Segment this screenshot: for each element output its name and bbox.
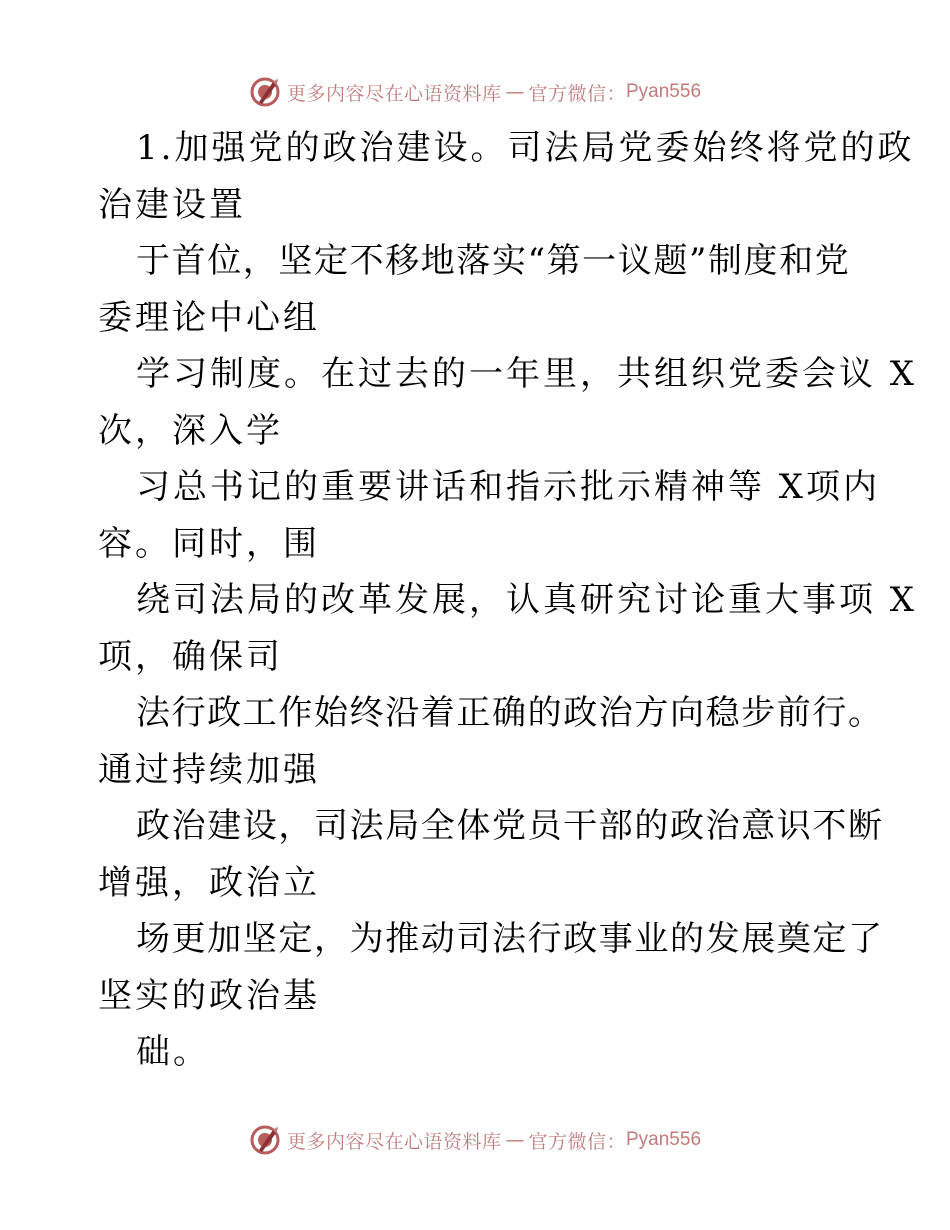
- body-line: 政治建设，司法局全体党员干部的政治意识不断: [136, 806, 884, 846]
- body-line: 法行政工作始终沿着正确的政治方向稳步前行。: [136, 693, 884, 733]
- body-line: 增强，政治立: [98, 862, 320, 903]
- body-line: 治建设置: [98, 184, 246, 225]
- pen-logo-icon: [249, 1124, 281, 1156]
- body-line: 习总书记的重要讲话和指示批示精神等 X项内: [136, 467, 881, 507]
- body-line: 容。同时，围: [98, 523, 320, 564]
- body-line: 绕司法局的改革发展，认真研究讨论重大事项 X: [136, 580, 918, 620]
- watermark-separator: —: [505, 81, 525, 103]
- body-line: 通过持续加强: [98, 749, 320, 790]
- body-line: 础。: [136, 1032, 210, 1072]
- pen-logo-icon: [249, 76, 281, 108]
- document-body: [98, 120, 918, 1081]
- body-line: 委理论中心组: [98, 297, 320, 338]
- watermark-label: 官方微信：: [528, 1130, 626, 1153]
- watermark-id: Pyan556: [626, 1129, 702, 1150]
- watermark-separator: —: [505, 1129, 525, 1151]
- watermark-id: Pyan556: [626, 81, 702, 102]
- body-line: 次，深入学: [98, 410, 283, 451]
- body-line: 1.加强党的政治建设。司法局党委始终将党的政: [136, 128, 915, 168]
- watermark-label: 官方微信：: [528, 82, 626, 105]
- body-line: 坚实的政治基: [98, 975, 320, 1016]
- body-line: 学习制度。在过去的一年里，共组织党委会议 X: [136, 354, 918, 394]
- watermark-text: 更多内容尽在心语资料库: [286, 1130, 502, 1153]
- header-watermark: [0, 72, 950, 112]
- body-line: 于首位，坚定不移地落实“第一议题”制度和党: [136, 241, 851, 281]
- watermark-text: 更多内容尽在心语资料库: [286, 82, 502, 105]
- body-line: 项，确保司: [98, 636, 283, 677]
- body-line: 场更加坚定，为推动司法行政事业的发展奠定了: [136, 919, 884, 959]
- footer-watermark: [0, 1120, 950, 1160]
